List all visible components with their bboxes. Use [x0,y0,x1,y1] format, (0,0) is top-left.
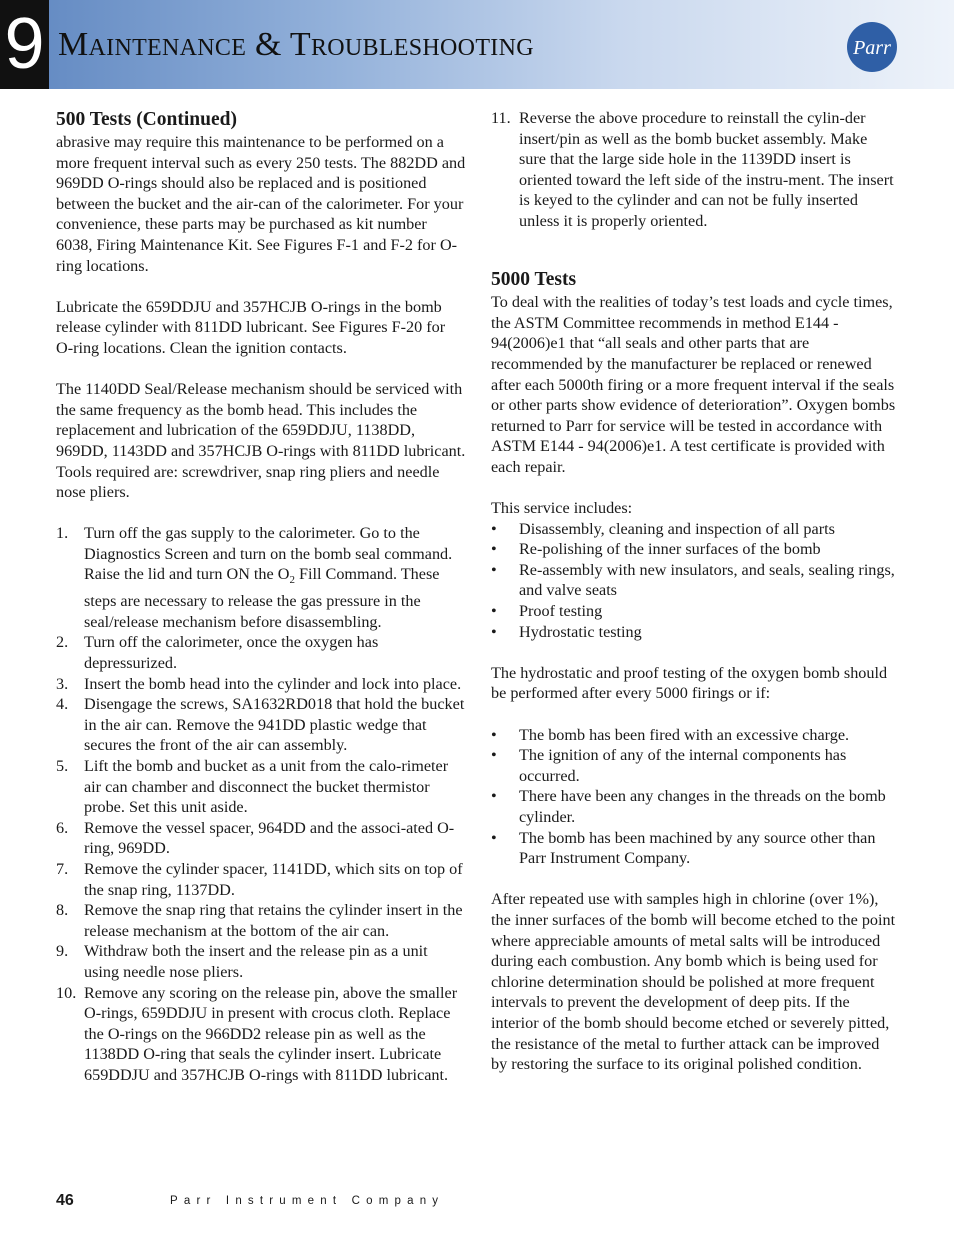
step-number: 6. [56,818,69,837]
step-number: 1. [56,524,69,543]
step-text: Lift the bomb and bucket as a unit from the calo-rimeter air can chamber and disconnect the bucket thermistor probe. Set this unit aside. [84,757,449,817]
chapter-title: Maintenance & Troubleshooting [58,26,534,63]
step-number: 10. [56,983,77,1002]
chapter-header [0,0,954,89]
procedure-step [56,674,466,695]
step-text: Disengage the screws, SA1632RD018 that hold the bucket in the air can. Remove the 941DD plastic wedge that secures the front of the air can assembly. [84,695,465,755]
chapter-number: 9 [0,0,49,89]
list-item: • Disassembly, cleaning and inspection of all parts [491,519,835,538]
bullet-icon: • [491,787,497,806]
procedure-steps [56,523,466,1085]
procedure-step [56,632,466,673]
bullet-icon: • [491,828,497,847]
procedure-step [56,941,466,982]
step-text: Withdraw both the insert and the release pin as a unit using needle nose pliers. [84,942,428,981]
service-list [491,519,896,643]
procedure-step [56,818,466,859]
step-text: Insert the bomb head into the cylinder and lock into place. [84,674,462,693]
procedure-step [491,108,896,232]
procedure-step [56,900,466,941]
step-text: Turn off the calorimeter, once the oxygen has depressurized. [84,633,379,673]
procedure-step [56,983,466,1086]
step-text-post: Fill Command. These steps are necessary to release the gas pressure in the seal/release mechanism before disassembling. [84,565,440,631]
list-item: • Re-polishing of the inner surfaces of the bomb [491,540,821,559]
page-number: 46 [56,1192,74,1209]
procedure-steps-continued [491,108,896,232]
step-text-subscript: 2 [289,574,295,587]
parr-logo-icon [846,21,898,73]
section-heading-5000-tests: 5000 Tests [491,269,577,291]
step-text-pre: Turn off the gas supply to the calorimeter. Go to the Diagnostics Screen and turn on the bomb seal command. Raise the lid and turn ON the O [84,524,453,584]
list-item: • There have been any changes in the threads on the bomb cylinder. [491,787,886,826]
step-number: 8. [56,901,69,920]
procedure-step [56,523,466,632]
list-item: • Proof testing [491,602,603,621]
step-number: 7. [56,860,69,879]
bullet-icon: • [491,622,497,641]
step-number: 9. [56,942,69,961]
paragraph-service-intro: This service includes: [491,499,633,518]
step-number: 11. [491,109,511,127]
list-item: • Hydrostatic testing [491,622,642,641]
left-column [56,108,466,1086]
footer-company: Parr Instrument Company [170,1195,445,1207]
bullet-icon: • [491,540,497,559]
step-text: Remove the vessel spacer, 964DD and the associ-ated O-ring, 969DD. [84,818,455,858]
paragraph-intro: abrasive may require this maintenance to be performed on a more frequent interval such as every 250 tests. The 882DD and 969DD O-rings should also be replaced and is positioned between the bucket and the air-can of the calorimeter. For your convenience, these parts may be purchased as kit number 6038, Firing Maintenance Kit. See Figures F-1 and F-2 for O-ring locations. [56,133,466,275]
step-text: Remove the cylinder spacer, 1141DD, which sits on top of the snap ring, 1137DD. [84,860,463,899]
bullet-icon: • [491,725,497,744]
list-item: • Re-assembly with new insulators, and seals, sealing rings, and valve seats [491,560,895,600]
section-heading-500-tests: 500 Tests (Continued) [56,109,237,130]
step-number: 3. [56,674,69,693]
procedure-step [56,756,466,818]
step-text: Remove any scoring on the release pin, above the smaller O-rings, 659DDJU in present with crocus cloth. Replace the O-rings on the 966DD2 release pin as well as the 1138DD O-ring that seals the cylinder insert. Lubricate 659DDJU and 357HCJB O-rings with 811DD lubricant. [84,983,458,1084]
step-number: 5. [56,757,69,776]
procedure-step [56,859,466,900]
paragraph-seal-release: The 1140DD Seal/Release mechanism should be serviced with the same frequency as the bomb head. This includes the replacement and lubrication of the 659DDJU, 1138DD, 969DD, 1143DD and 357HCJB O-rings with 811DD lubricant. Tools required are: screwdriver, snap ring pliers and needle nose pliers. [56,380,466,502]
paragraph-astm: To deal with the realities of today’s test loads and cycle times, the ASTM Committee recommends in method E144 - 94(2006)e1 that “all seals and other parts that are recommended by the manufacturer be replaced or renewed after each 5000th firing or a more frequent interval if the seals or other parts show evidence of deterioration”. Oxygen bombs returned to Parr for service will be tested in accordance with ASTM E144 - 94(2006)e1. A test certificate is provided with each repair. [491,293,896,476]
logo-text: Parr [853,37,891,59]
paragraph-hydro-intro: The hydrostatic and proof testing of the oxygen bomb should be performed after every 5000 firings or if: [491,663,888,703]
bullet-icon: • [491,519,497,538]
step-number: 2. [56,633,69,652]
right-column [491,108,896,1075]
procedure-step [56,694,466,756]
step-number: 4. [56,695,69,714]
page-footer [56,1192,476,1212]
step-text: Reverse the above procedure to reinstall the cylin-der insert/pin as well as the bomb bucket assembly. Make sure that the large side hole in the 1139DD insert is oriented toward the left side of the instru-ment. The insert is keyed to the cylinder and can not be fully inserted unless it is properly oriented. [519,109,894,230]
list-item: • The ignition of any of the internal components has occurred. [491,746,847,785]
paragraph-lubricate: Lubricate the 659DDJU and 357HCJB O-rings in the bomb release cylinder with 811DD lubricant. See Figures F-20 for O-ring locations. Clean the ignition contacts. [56,297,446,357]
bullet-icon: • [491,746,497,765]
bullet-icon: • [491,602,497,621]
list-item: • The bomb has been machined by any source other than Parr Instrument Company. [491,828,876,868]
bullet-icon: • [491,560,497,579]
conditions-list [491,725,896,869]
step-text: Remove the snap ring that retains the cylinder insert in the release mechanism at the bottom of the air can. [84,901,463,940]
list-item: • The bomb has been fired with an excessive charge. [491,725,850,744]
paragraph-chlorine: After repeated use with samples high in chlorine (over 1%), the inner surfaces of the bomb will become etched to the point where appreciable amounts of metal salts will be introduced during each combustion. Any bomb which is being used for chlorine determination should be polished at more frequent intervals to prevent the development of deep pits. If the interior of the bomb should become etched or severely pitted, the resistance of the metal to further attack can be improved by restoring the surface to its original polished condition. [491,890,896,1074]
